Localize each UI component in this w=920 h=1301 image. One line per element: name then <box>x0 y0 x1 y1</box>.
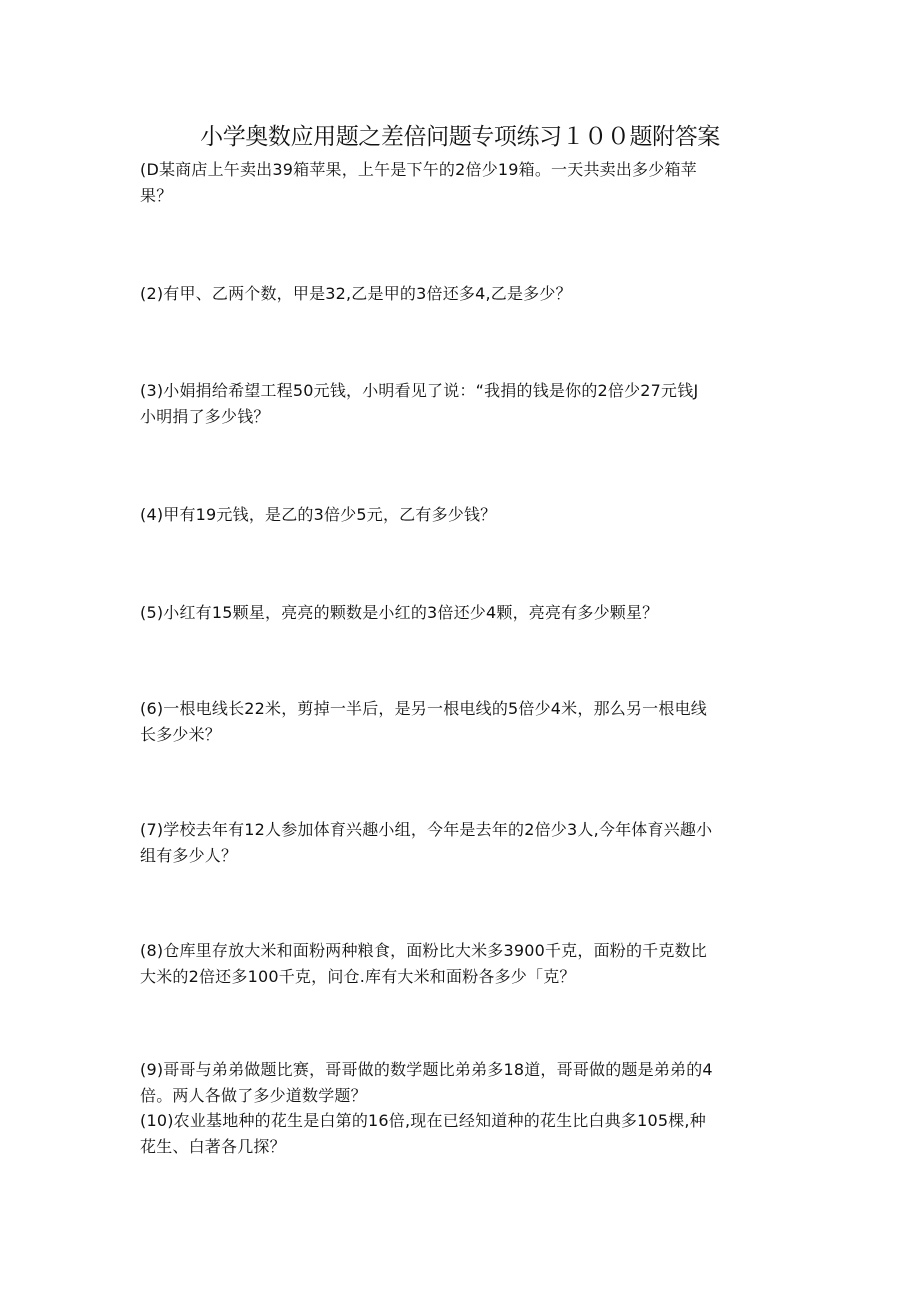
question-1: (D某商店上午卖出39箱苹果，上午是下午的2倍少19箱。一天共卖出多少箱苹 果？ <box>140 160 697 205</box>
question-6: (6)一根电线长22米，剪掉一半后，是另一根电线的5倍少4米，那么另一根电线 长多少米？ <box>140 699 707 744</box>
question-8: (8)仓库里存放大米和面粉两种粮食，面粉比大米多3900千克，面粉的千克数比 大米的2倍还多100千克，问仓.库有大米和面粉各多少「克？ <box>140 941 707 986</box>
question-7: (7)学校去年有12人参加体育兴趣小组，今年是去年的2倍少3人,今年体育兴趣小 组有多少人？ <box>140 820 713 865</box>
question-3: (3)小娟捐给希望工程50元钱，小明看见了说：“我捐的钱是你的2倍少27元钱J 小明捐了多少钱？ <box>140 381 699 426</box>
question-4: (4)甲有19元钱，是乙的3倍少5元，乙有多少钱？ <box>140 505 497 524</box>
document-title: 小学奥数应用题之差倍问题专项练习１００题附答案 <box>200 124 720 150</box>
question-9: (9)哥哥与弟弟做题比赛，哥哥做的数学题比弟弟多18道，哥哥做的题是弟弟的4 倍。两人各做了多少道数学题？ <box>140 1060 713 1105</box>
question-10: (10)农业基地种的花生是白第的16倍,现在已经知道种的花生比白典多105棵,种 花生、白著各几探？ <box>140 1111 706 1156</box>
question-2: (2)有甲、乙两个数，甲是32,乙是甲的3倍还多4,乙是多少？ <box>140 284 572 303</box>
question-5: (5)小红有15颗星，亮亮的颗数是小红的3倍还少4颗，亮亮有多少颗星？ <box>140 603 659 622</box>
